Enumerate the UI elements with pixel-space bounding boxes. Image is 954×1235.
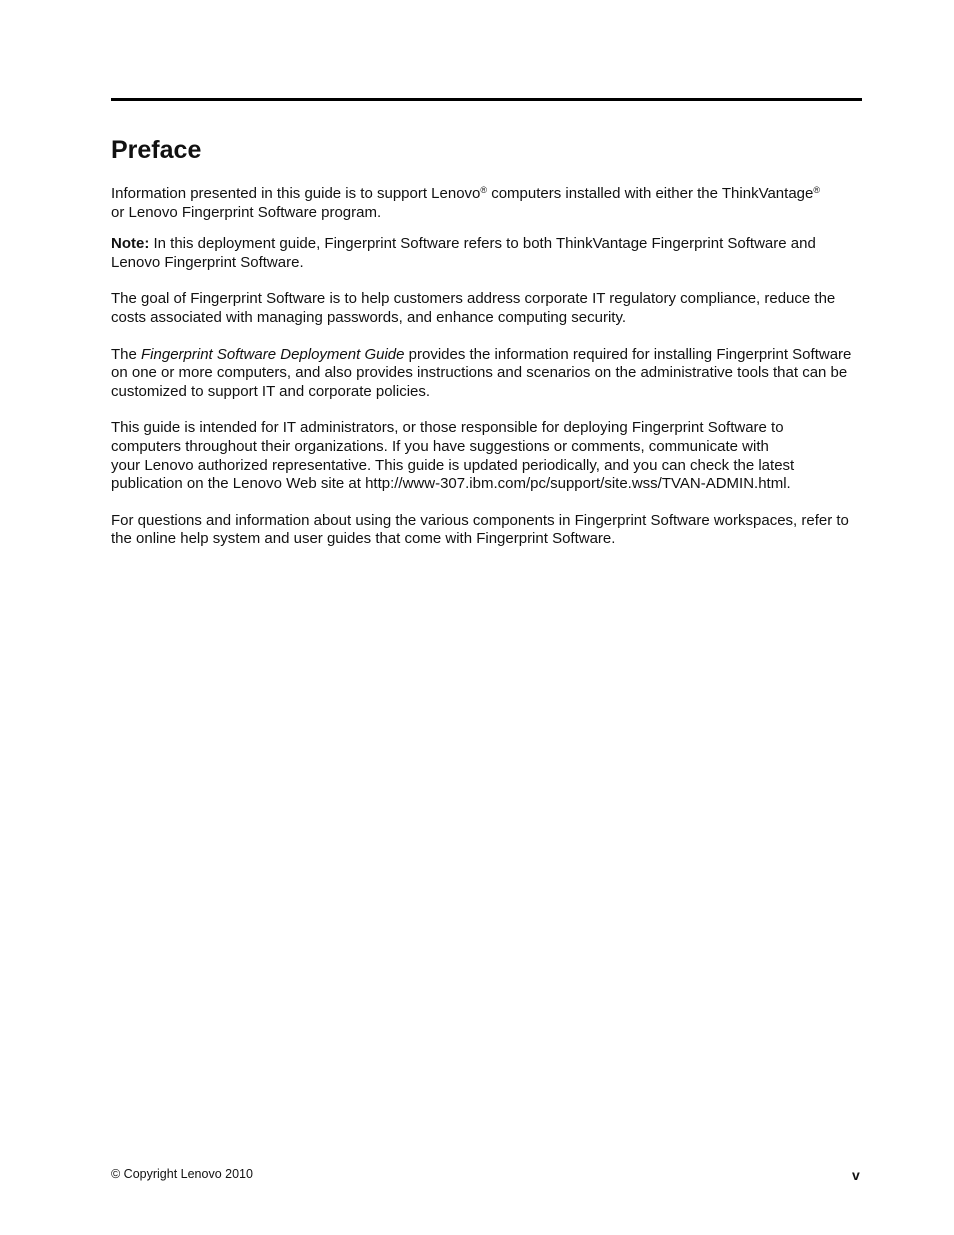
audience-line-2: computers throughout their organizations. If you have suggestions or comments, communicate with bbox=[111, 437, 769, 455]
intro-paragraph bbox=[111, 185, 866, 222]
page-title: Preface bbox=[111, 136, 202, 164]
note-text: In this deployment guide, Fingerprint Software refers to both ThinkVantage Fingerprint Software and Lenovo Fingerprint Software. bbox=[111, 235, 816, 271]
guide-text-a: The bbox=[111, 345, 142, 363]
copyright-footer: © Copyright Lenovo 2010 bbox=[111, 1167, 253, 1181]
page-number: v bbox=[852, 1167, 860, 1183]
heading-rule bbox=[111, 98, 862, 101]
note-paragraph bbox=[111, 235, 866, 272]
body-content bbox=[111, 185, 866, 549]
registered-mark-2: ® bbox=[813, 185, 820, 195]
note-label: Note: bbox=[111, 235, 150, 253]
audience-line-4: publication on the Lenovo Web site at http://www-307.ibm.com/pc/support/site.wss/TVAN-ADMIN.html. bbox=[111, 475, 791, 493]
intro-text-c: or Lenovo Fingerprint Software program. bbox=[111, 203, 382, 221]
audience-line-1: This guide is intended for IT administrators, or those responsible for deploying Fingerprint Software to bbox=[111, 419, 784, 437]
guide-title: Fingerprint Software Deployment Guide bbox=[141, 345, 405, 363]
help-paragraph: For questions and information about using the various components in Fingerprint Software workspaces, refer to the online help system and user guides that come with Fingerprint Software. bbox=[111, 511, 849, 548]
goal-paragraph: The goal of Fingerprint Software is to help customers address corporate IT regulatory compliance, reduce the costs associated with managing passwords, and enhance computing security. bbox=[111, 290, 836, 326]
guide-text-b: provides the information required for installing Fingerprint Software on one or more computers, and also provides instructions and scenarios on the administrative tools that can be customized to support IT and corporate policies. bbox=[111, 345, 852, 400]
registered-mark-1: ® bbox=[480, 185, 488, 195]
audience-line-3: your Lenovo authorized representative. This guide is updated periodically, and you can check the latest bbox=[111, 456, 795, 474]
intro-text-b: computers installed with either the ThinkVantage bbox=[487, 185, 814, 202]
guide-description-paragraph bbox=[111, 346, 866, 402]
audience-paragraph bbox=[111, 419, 866, 493]
intro-text-a: Information presented in this guide is to support Lenovo bbox=[111, 185, 481, 202]
